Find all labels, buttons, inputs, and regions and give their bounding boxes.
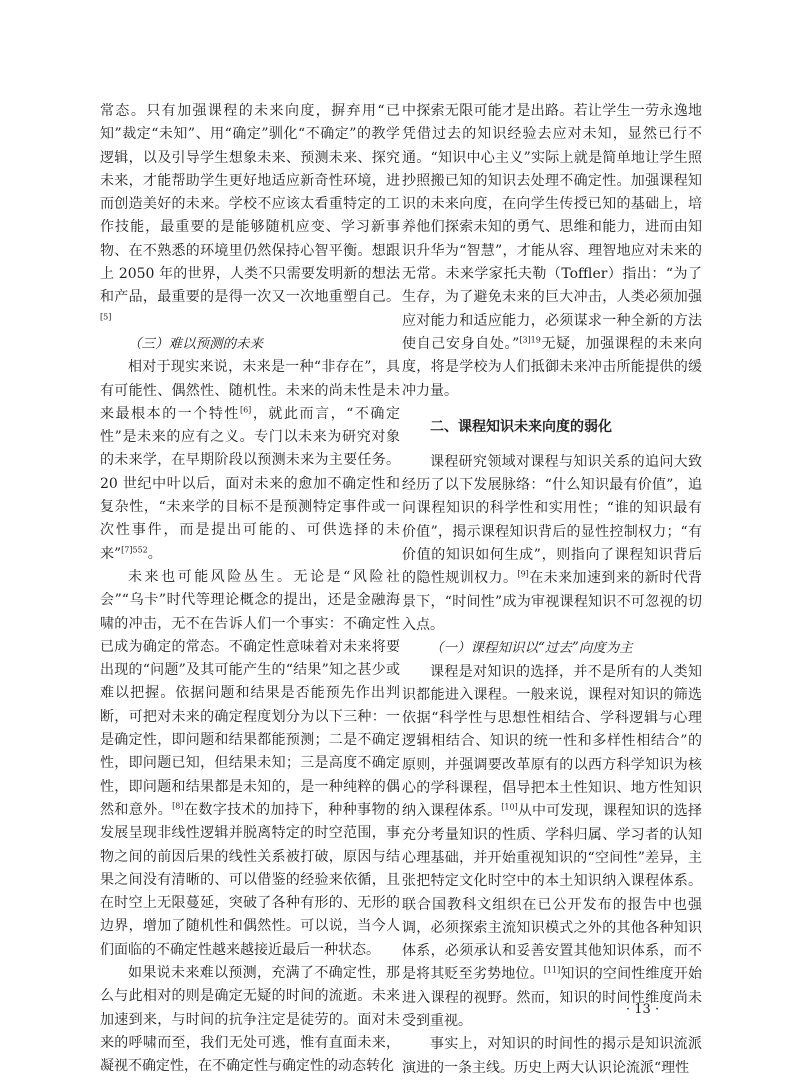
paragraph: 常态。只有加强课程的未来向度，摒弃用“已知”裁定“未知”、用“确定”驯化“不确定”的教学逻辑，以及引导学生想象未来、预测未来、探究未来，才能帮助学生更好地适应新奇性环境，进而创造美好的未来。学校不应该太看重特定的工作技能，最重要的是能够随机应变、学习新事物、在不熟悉的环境里仍然保持心智平衡。想跟上 2050 年的世界，人类不只需要发明新的想法和产品，最重要的是得一次又一次地重塑自己。[5] bbox=[100, 103, 400, 322]
citation: [10] bbox=[501, 802, 518, 812]
page-number: · 13 · bbox=[626, 1002, 660, 1017]
paragraph: 事实上，对知识的时间性的揭示是知识流派演进的一条主线。历史上两大认识论流派“理性 bbox=[402, 1036, 702, 1076]
citation: [5] bbox=[100, 312, 112, 322]
paragraph: 课程研究领域对课程与知识关系的追问大致经历了以下发展脉络：“什么知识最有价值”，追问课程知识的科学性和实用性；“谁的知识最有价值”，揭示课程知识背后的显性控制权力；“有价值的知识如何生成”，则指向了课程知识背后的隐性规训权力。[9]在未来加速到来的新时代背景下，“时间性”成为审视课程知识不可忽视的切入点。 bbox=[402, 453, 703, 633]
citation: [3]19 bbox=[519, 335, 541, 345]
paragraph: 如果说未来难以预测，充满了不确定性，那么与此相对的则是确定无疑的时间的流逝。未来加速到来，与时间的抗争注定是徒劳的。面对未来的呼啸而至，我们无处可逃，惟有直面未来，凝视不确定性，在不确定性与确定性的动态转化 bbox=[100, 964, 400, 1075]
citation: [8] bbox=[172, 801, 184, 811]
citation: [9] bbox=[517, 569, 529, 579]
citation: [6] bbox=[239, 405, 252, 415]
paragraph: 中探索无限可能才是出路。若让学生一劳永逸地凭借过去的知识经验去应对未知，显然已行不通。“知识中心主义”实际上就是简单地让学生照抄照搬已知的知识去处理不确定性。加强课程知识的未来向度，在向学生传授已知的基础上，培养他们探索未知的勇气、思维和能力，进而由知识升华为“智慧”，才能从容、理智地应对未来的无常。未来学家托夫勒（Toffler）指出：“为了生存，为了避免未来的巨大冲击，人类必须加强应对能力和适应能力，必须谋求一种全新的方法使自己安身自处。”$^{[3]19}$无疑，加强课程的未来向度，将是学校为人们抵御未来冲击所能提供的缓冲力量。 bbox=[402, 103, 702, 399]
paragraph: 未来也可能风险丛生。无论是“风险社会”“乌卡”时代等理论概念的提出，还是金融海啸的冲击，无不在告诉人们一个事实：不确定性已成为确定的常态。不确定性意味着对未来将要出现的“问题”及其可能产生的“结果”知之甚少或难以把握。依据问题和结果是否能预先作出判断，可把对未来的确定程度划分为以下三种：一是确定性，即问题和结果都能预测；二是不确定性，即问题已知，但结果未知；三是高度不确定性，即问题和结果都是未知的，是一种纯粹的偶然和意外。[8]在数字技术的加持下，种种事物的发展呈现非线性逻辑并脱离特定的时空范围，事物之间的前因后果的线性关系被打破，原因与结果之间没有清晰的、可以借鉴的经验来依循，且在时空上无限蔓延，突破了各种有形的、无形的边界，增加了随机性和偶然性。可以说，当今人们面临的不确定性越来越接近最后一种状态。 bbox=[100, 568, 401, 958]
right-column bbox=[402, 100, 702, 1080]
citation: [11] bbox=[543, 965, 561, 975]
section-heading: 二、课程知识未来向度的弱化 bbox=[430, 418, 612, 435]
left-column bbox=[100, 100, 400, 1078]
citation: [7]552 bbox=[121, 544, 148, 554]
paragraph: 课程是对知识的选择，并不是所有的人类知识都能进入课程。一般来说，课程对知识的筛选依据“科学性与思想性相结合、学科逻辑与心理逻辑相结合、知识的统一性和多样性相结合”的原则，并强调要改革原有的以西方科学知识为核心的学科课程，倡导把本土性知识、地方性知识纳入课程体系。[10]从中可发现，课程知识的选择充分考量知识的性质、学科归属、学习者的认知心理基础，并开始重视知识的“空间性”差异，主张把特定文化时空中的本土知识纳入课程体系。联合国教科文组织在已公开发布的报告中也强调，必须探索主流知识模式之外的其他各种知识体系，必须承认和妥善安置其他知识体系，而不是将其贬至劣势地位。[11]知识的空间性维度开始进入课程的视野。然而，知识的时间性维度尚未受到重视。 bbox=[402, 663, 703, 1029]
paragraph: 相对于现实来说，未来是一种“非存在”，具有可能性、偶然性、随机性。未来的尚未性是未来最根本的一个特性[6]，就此而言，“不确定性”是未来的应有之义。专门以未来为研究对象的未来学，在早期阶段以预测未来为主要任务。20 世纪中叶以后，面对未来的愈加不确定性和复杂性，“未来学的目标不是预测特定事件或一次性事件，而是提出可能的、可供选择的未来”$^{[7]552}$。 bbox=[100, 359, 400, 562]
subsection-heading: （三）难以预测的未来 bbox=[128, 335, 263, 352]
subsection-heading: （一）课程知识以“过去”向度为主 bbox=[430, 640, 633, 657]
